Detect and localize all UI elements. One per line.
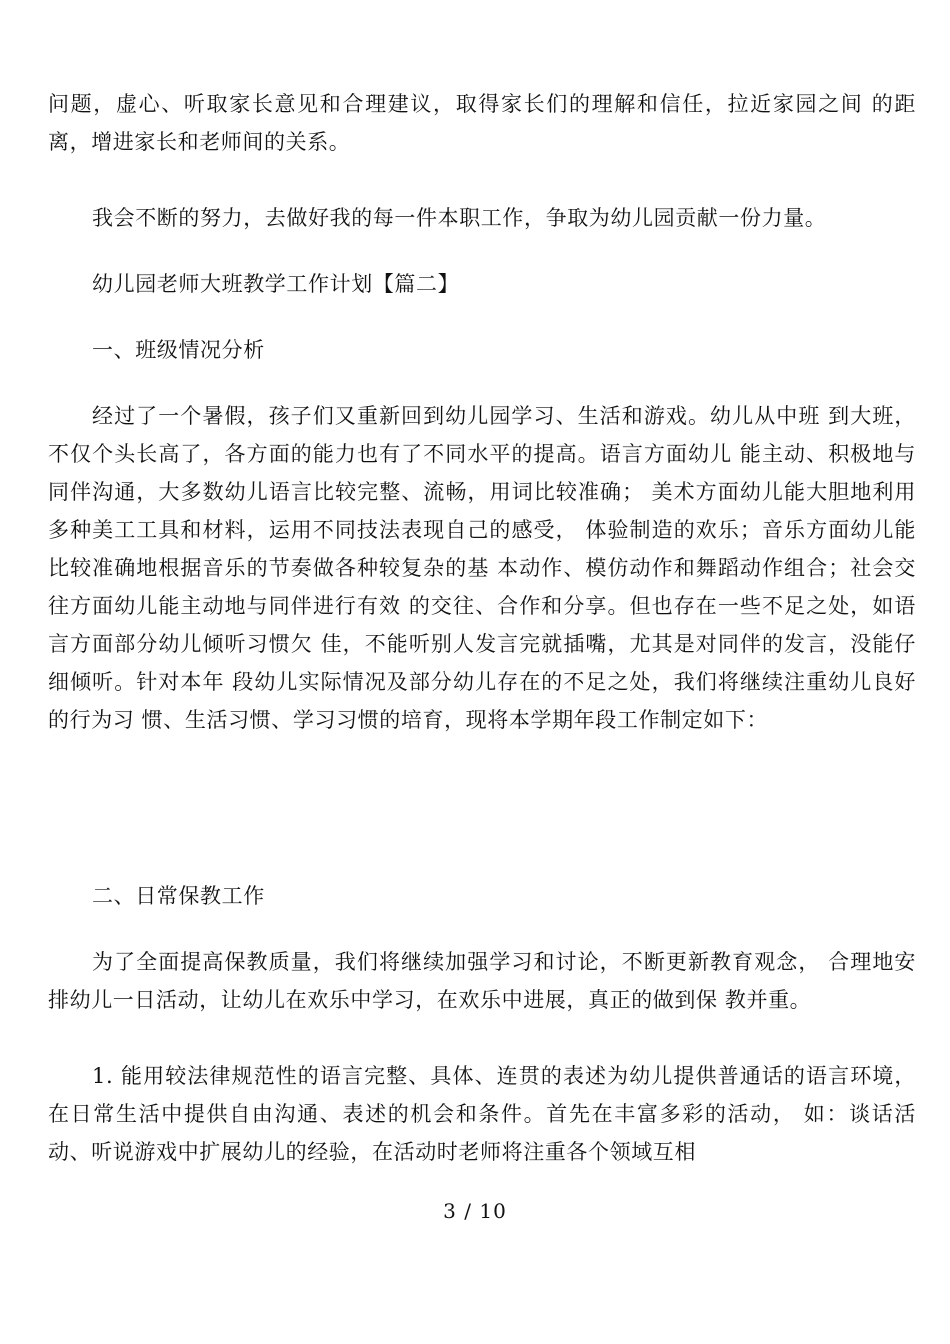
heading-daily-care: 二、日常保教工作: [92, 884, 265, 908]
paragraph-class-analysis: 经过了一个暑假，孩子们又重新回到幼儿园学习、生活和游戏。幼儿从中班 到大班，不仅个头长高了，各方面的能力也有了不同水平的提高。语言方面幼儿 能主动、积极地与同伴沟通，大多数幼儿语言比较完整、流畅，用词比较准确； 美术方面幼儿能大胆地利用多种美工工具和材料，运用不同技法表现自己的感受， 体验制造的欢乐；音乐方面幼儿能比较准确地根据音乐的节奏做各种较复杂的基 本动作、模仿动作和舞蹈动作组合；社会交往方面幼儿能主动地与同伴进行有效 的交往、合作和分享。但也存在一些不足之处，如语言方面部分幼儿倾听习惯欠 佳，不能听别人发言完就插嘴，尤其是对同伴的发言，没能仔细倾听。针对本年 段幼儿实际情况及部分幼儿存在的不足之处，我们将继续注重幼儿良好的行为习 惯、生活习惯、学习习惯的培育，现将本学期年段工作制定如下：: [48, 404, 916, 732]
paragraph-closing-statement: 我会不断的努力，去做好我的每一件本职工作，争取为幼儿园贡献一份力量。: [92, 206, 827, 230]
paragraph-continuation: 问题，虚心、听取家长意见和合理建议，取得家长们的理解和信任，拉近家园之间 的距离，增进家长和老师间的关系。: [48, 92, 916, 154]
paragraph-item-1: 1. 能用较法律规范性的语言完整、具体、连贯的表述为幼儿提供普通话的语言环境，在日常生活中提供自由沟通、表述的机会和条件。首先在丰富多彩的活动， 如：谈话活动、听说游戏中扩展幼儿的经验，在活动时老师将注重各个领域互相: [48, 1064, 916, 1164]
section-title: 幼儿园老师大班教学工作计划【篇二】: [92, 272, 460, 296]
heading-class-analysis: 一、班级情况分析: [92, 338, 265, 362]
page-number: 3 / 10: [443, 1199, 507, 1223]
paragraph-daily-care: 为了全面提高保教质量，我们将继续加强学习和讨论，不断更新教育观念， 合理地安排幼儿一日活动，让幼儿在欢乐中学习，在欢乐中进展，真正的做到保 教并重。: [48, 950, 916, 1012]
